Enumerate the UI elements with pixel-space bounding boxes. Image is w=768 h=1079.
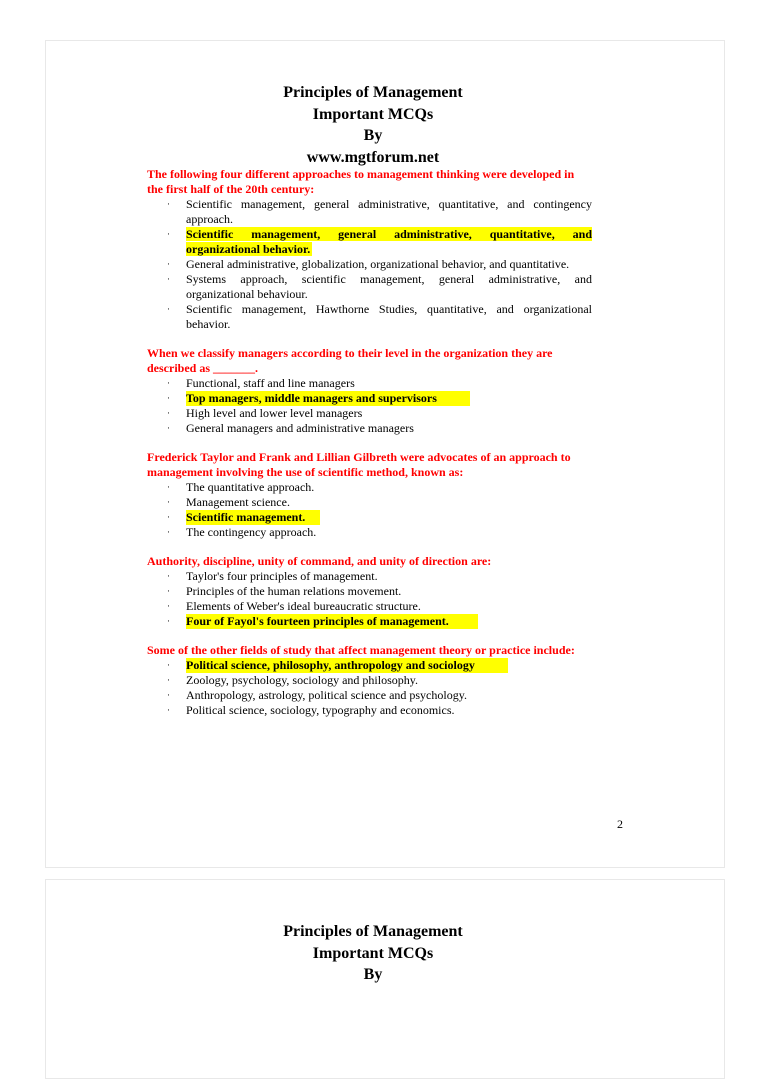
- option-item: · Taylor's four principles of management.: [167, 569, 378, 583]
- bullet-icon: ·: [167, 660, 170, 670]
- bullet-icon: ·: [167, 229, 170, 239]
- bullet-icon: ·: [167, 378, 170, 388]
- bullet-icon: ·: [167, 512, 170, 522]
- question-text: The following four different approaches to management thinking were developed in the first half of the 20th century:: [147, 167, 575, 196]
- option-item: · Principles of the human relations movement.: [167, 584, 402, 598]
- bullet-icon: ·: [167, 482, 170, 492]
- document-subtitle: Important MCQs: [312, 105, 434, 123]
- bullet-icon: ·: [167, 274, 170, 284]
- option-item: · High level and lower level managers: [167, 406, 363, 420]
- answer-highlight: Scientific management.: [186, 510, 320, 525]
- page-header: [34, 82, 712, 168]
- question-text: When we classify managers according to their level in the organization they are described as _______.: [147, 346, 553, 375]
- option-item-answer: [147, 227, 592, 257]
- document-title: Principles of Management: [283, 84, 463, 101]
- options-list: [147, 658, 592, 718]
- option-item: · Scientific management, general administrative, quantitative, and contingency approach.: [167, 197, 592, 226]
- question-block: [147, 346, 592, 436]
- bullet-icon: ·: [167, 199, 170, 209]
- bullet-icon: ·: [167, 571, 170, 581]
- document-subtitle: Important MCQs: [312, 944, 434, 962]
- bullet-icon: ·: [167, 259, 170, 269]
- bullet-icon: ·: [167, 423, 170, 433]
- author-by: By: [363, 966, 383, 983]
- question-text: Authority, discipline, unity of command, and unity of direction are:: [147, 554, 492, 568]
- bullet-icon: ·: [167, 690, 170, 700]
- option-item: · General managers and administrative managers: [167, 421, 414, 435]
- option-item: · Zoology, psychology, sociology and philosophy.: [167, 673, 418, 687]
- option-item: · Anthropology, astrology, political science and psychology.: [167, 688, 467, 702]
- bullet-icon: ·: [167, 304, 170, 314]
- author-by: By: [363, 127, 383, 144]
- option-item: · Scientific management, Hawthorne Studies, quantitative, and organizational behavior.: [167, 302, 592, 331]
- answer-highlight: Scientific management, general administrative, quantitative, and organizational behavior.: [186, 227, 592, 256]
- bullet-icon: ·: [167, 675, 170, 685]
- bullet-icon: ·: [167, 393, 170, 403]
- options-list: [147, 480, 592, 540]
- bullet-icon: ·: [167, 586, 170, 596]
- option-item: · Management science.: [167, 495, 290, 509]
- bullet-icon: ·: [167, 497, 170, 507]
- page-number: 2: [617, 817, 623, 831]
- option-item: · Systems approach, scientific management, general administrative, and organizational behaviour.: [167, 272, 592, 301]
- option-item: · The quantitative approach.: [167, 480, 315, 494]
- mcq-list: [147, 167, 592, 718]
- question-block: [147, 450, 592, 540]
- answer-highlight: Four of Fayol's fourteen principles of management.: [186, 614, 478, 629]
- answer-highlight: Political science, philosophy, anthropology and sociology: [186, 658, 508, 673]
- option-item-answer: [147, 391, 592, 406]
- options-list: [147, 376, 592, 436]
- question-block: [147, 167, 592, 332]
- option-item-answer: [147, 614, 592, 629]
- question-block: [147, 643, 592, 718]
- bullet-icon: ·: [167, 408, 170, 418]
- bullet-icon: ·: [167, 601, 170, 611]
- answer-highlight: Top managers, middle managers and supervisors: [186, 391, 470, 406]
- bullet-icon: ·: [167, 616, 170, 626]
- option-item-answer: [147, 658, 592, 673]
- option-item: · The contingency approach.: [167, 525, 317, 539]
- page-header: [34, 921, 712, 986]
- document-page-3: [45, 879, 725, 1079]
- document-title: Principles of Management: [283, 923, 463, 940]
- question-text: Frederick Taylor and Frank and Lillian Gilbreth were advocates of an approach to management involving the use of scientific method, known as:: [147, 450, 571, 479]
- bullet-icon: ·: [167, 705, 170, 715]
- option-item: · Elements of Weber's ideal bureaucratic structure.: [167, 599, 421, 613]
- option-item-answer: [147, 510, 592, 525]
- question-block: [147, 554, 592, 629]
- question-text: Some of the other fields of study that affect management theory or practice include:: [147, 643, 575, 657]
- bullet-icon: ·: [167, 527, 170, 537]
- option-item: · General administrative, globalization, organizational behavior, and quantitative.: [167, 257, 570, 271]
- option-item: · Political science, sociology, typography and economics.: [167, 703, 455, 717]
- options-list: [147, 569, 592, 629]
- author-website: www.mgtforum.net: [306, 148, 440, 166]
- document-page-2: [45, 40, 725, 868]
- option-item: · Functional, staff and line managers: [167, 376, 355, 390]
- options-list: [147, 197, 592, 332]
